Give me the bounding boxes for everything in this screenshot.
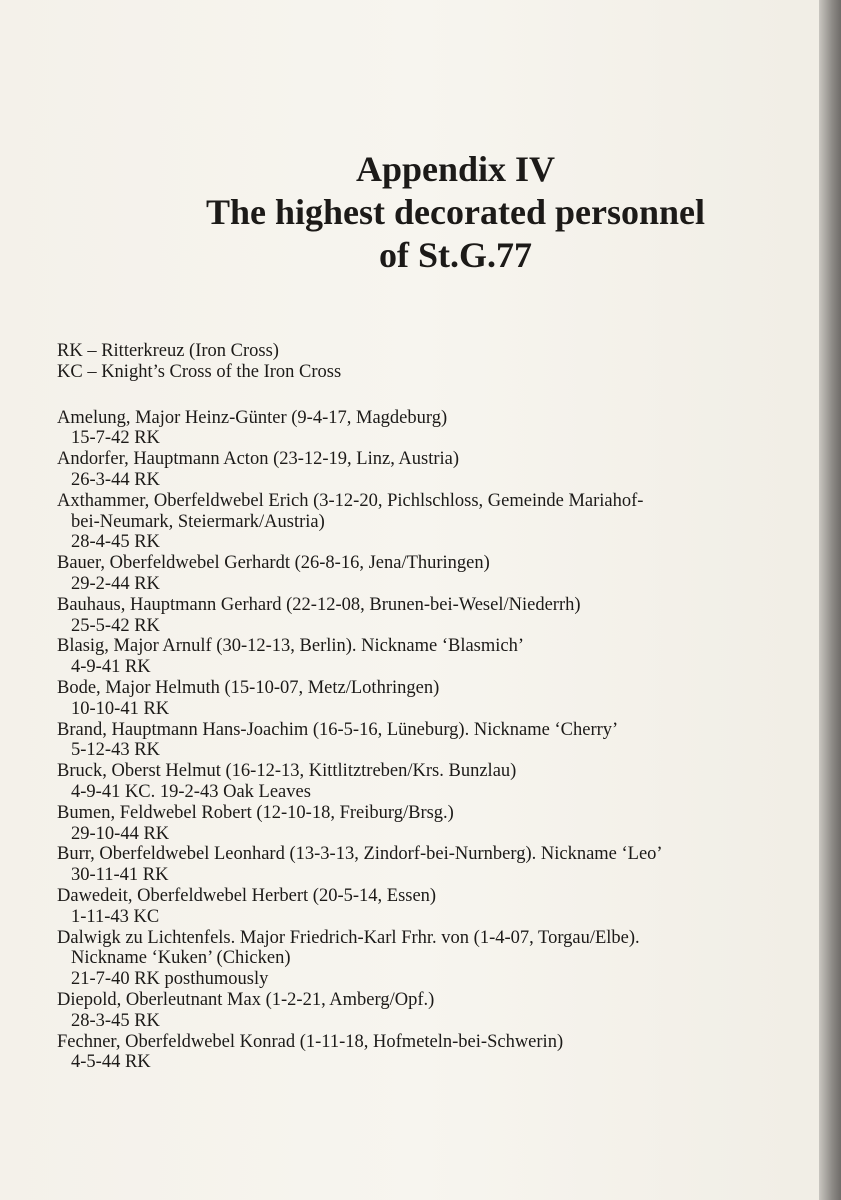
list-item xyxy=(57,449,663,491)
title-line-3: of St.G.77 xyxy=(379,235,532,275)
list-item xyxy=(57,803,663,845)
entry-detail: 5-12-43 RK xyxy=(71,740,160,761)
entry-name: Bode, Major Helmuth (15-10-07, Metz/Lothringen) xyxy=(57,677,440,698)
list-item xyxy=(57,844,663,886)
entry-detail: 4-9-41 KC. 19-2-43 Oak Leaves xyxy=(71,781,311,802)
list-item xyxy=(57,928,663,990)
title-line-1: Appendix IV xyxy=(355,149,556,189)
entry-detail: 4-5-44 RK xyxy=(71,1052,151,1073)
list-item xyxy=(57,408,663,450)
entry-name: Brand, Hauptmann Hans-Joachim (16-5-16, Lüneburg). Nickname ‘Cherry’ xyxy=(57,719,619,740)
entry-detail: 29-2-44 RK xyxy=(71,573,160,594)
entries xyxy=(57,408,663,1074)
entry-name: Amelung, Major Heinz-Günter (9-4-17, Magdeburg) xyxy=(57,407,448,428)
entry-name: Axthammer, Oberfeldwebel Erich (3-12-20, Pichlschloss, Gemeinde Mariahof- xyxy=(57,490,644,511)
spacer xyxy=(57,383,663,408)
entry-detail: 28-4-45 RK xyxy=(71,532,160,553)
entry-name: Bauhaus, Hauptmann Gerhard (22-12-08, Brunen-bei-Wesel/Niederrh) xyxy=(57,594,581,615)
entry-name: Andorfer, Hauptmann Acton (23-12-19, Linz, Austria) xyxy=(57,449,460,470)
entry-name: Dalwigk zu Lichtenfels. Major Friedrich-Karl Frhr. von (1-4-07, Torgau/Elbe). xyxy=(57,927,640,948)
entry-detail: bei-Neumark, Steiermark/Austria) xyxy=(71,511,325,532)
page-title xyxy=(0,148,841,277)
entry-detail: 29-10-44 RK xyxy=(71,823,170,844)
title-line-2: The highest decorated personnel xyxy=(206,192,705,232)
entry-name: Bumen, Feldwebel Robert (12-10-18, Freiburg/Brsg.) xyxy=(57,802,454,823)
list-item xyxy=(57,886,663,928)
entry-name: Burr, Oberfeldwebel Leonhard (13-3-13, Zindorf-bei-Nurnberg). Nickname ‘Leo’ xyxy=(57,844,663,865)
list-item xyxy=(57,720,663,762)
list-item xyxy=(57,595,663,637)
entry-detail: 21-7-40 RK posthumously xyxy=(71,969,269,990)
entry-name: Fechner, Oberfeldwebel Konrad (1-11-18, Hofmeteln-bei-Schwerin) xyxy=(57,1031,564,1052)
entry-detail: 4-9-41 RK xyxy=(71,657,151,678)
legend-kc: KC – Knight’s Cross of the Iron Cross xyxy=(57,361,342,382)
list-item xyxy=(57,761,663,803)
list-item xyxy=(57,1032,663,1074)
entry-detail: 30-11-41 RK xyxy=(71,865,169,886)
entry-detail: 25-5-42 RK xyxy=(71,615,160,636)
legend-rk: RK – Ritterkreuz (Iron Cross) xyxy=(57,341,279,361)
list-item xyxy=(57,678,663,720)
list-item xyxy=(57,636,663,678)
entry-detail: 1-11-43 KC xyxy=(71,906,160,927)
entry-detail: 10-10-41 RK xyxy=(71,698,170,719)
entry-detail: 15-7-42 RK xyxy=(71,428,160,449)
entry-name: Blasig, Major Arnulf (30-12-13, Berlin). Nickname ‘Blasmich’ xyxy=(57,636,525,657)
entry-detail: Nickname ‘Kuken’ (Chicken) xyxy=(71,948,291,969)
entry-name: Dawedeit, Oberfeldwebel Herbert (20-5-14, Essen) xyxy=(57,885,437,906)
entry-detail: 26-3-44 RK xyxy=(71,469,160,490)
entry-detail: 28-3-45 RK xyxy=(71,1010,160,1031)
entry-name: Diepold, Oberleutnant Max (1-2-21, Amberg/Opf.) xyxy=(57,989,435,1010)
list-item xyxy=(57,491,663,553)
entry-name: Bruck, Oberst Helmut (16-12-13, Kittlitztreben/Krs. Bunzlau) xyxy=(57,761,517,782)
entry-name: Bauer, Oberfeldwebel Gerhardt (26-8-16, Jena/Thuringen) xyxy=(57,553,490,574)
list-item xyxy=(57,553,663,595)
personnel-list xyxy=(57,341,663,1073)
list-item xyxy=(57,990,663,1032)
